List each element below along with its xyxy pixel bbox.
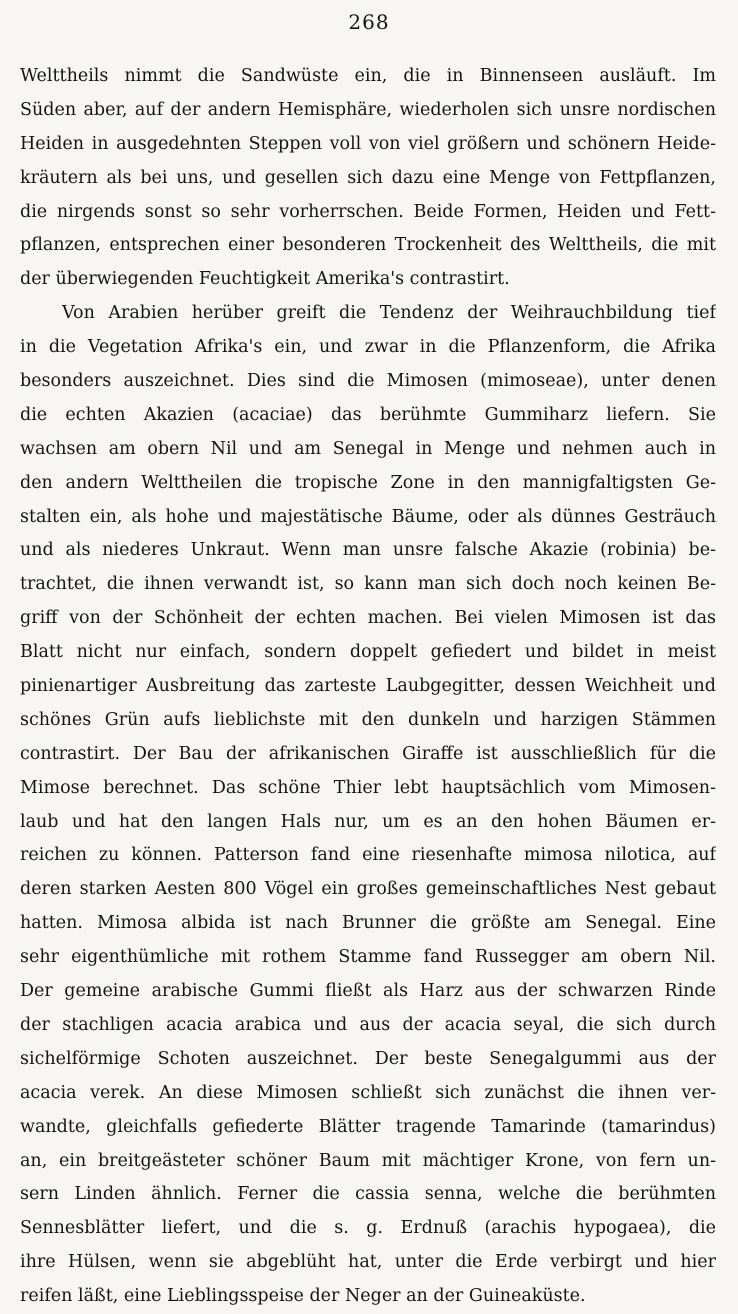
text-line: die nirgends sonst so sehr vorherrschen. Beide Formen, Heiden und Fett- bbox=[20, 201, 716, 222]
text-line: und als niederes Unkraut. Wenn man unsre falsche Akazie (robinia) be- bbox=[20, 540, 716, 561]
text-line: Sennesblätter liefert, und die s. g. Erdnuß (arachis hypogaea), die bbox=[20, 1218, 716, 1239]
text-line: besonders auszeichnet. Dies sind die Mimosen (mimoseae), unter denen bbox=[20, 371, 716, 392]
text-line: laub und hat den langen Hals nur, um es an den hohen Bäumen er- bbox=[20, 811, 716, 832]
text-line: Der gemeine arabische Gummi fließt als Harz aus der schwarzen Rinde bbox=[20, 981, 716, 1002]
text-line: contrastirt. Der Bau der afrikanischen Giraffe ist ausschließlich für die bbox=[20, 743, 716, 764]
paragraph bbox=[20, 60, 716, 297]
text-line: sern Linden ähnlich. Ferner die cassia senna, welche die berühmten bbox=[20, 1184, 716, 1205]
text-line: pinienartiger Ausbreitung das zarteste Laubgegitter, dessen Weichheit und bbox=[20, 676, 716, 697]
text-line: die echten Akazien (acaciae) das berühmte Gummiharz liefern. Sie bbox=[20, 404, 716, 425]
text-line: acacia verek. An diese Mimosen schließt sich zunächst die ihnen ver- bbox=[20, 1082, 716, 1103]
text-line: wachsen am obern Nil und am Senegal in Menge und nehmen auch in bbox=[20, 438, 716, 459]
text-line: schönes Grün aufs lieblichste mit den dunkeln und harzigen Stämmen bbox=[20, 709, 716, 730]
text-line: griff von der Schönheit der echten machen. Bei vielen Mimosen ist das bbox=[20, 608, 716, 629]
text-line: sehr eigenthümliche mit rothem Stamme fand Russegger am obern Nil. bbox=[20, 947, 716, 968]
body-text bbox=[20, 60, 716, 1314]
paragraph bbox=[20, 297, 716, 1314]
text-line: hatten. Mimosa albida ist nach Brunner die größte am Senegal. Eine bbox=[20, 913, 716, 934]
text-line: der überwiegenden Feuchtigkeit Amerika's contrastirt. bbox=[20, 269, 510, 290]
text-line: Mimose berechnet. Das schöne Thier lebt hauptsächlich vom Mimosen- bbox=[20, 777, 716, 798]
text-line: pflanzen, entsprechen einer besonderen Trockenheit des Welttheils, die mit bbox=[20, 235, 716, 256]
text-line: an, ein breitgeästeter schöner Baum mit mächtiger Krone, von fern un- bbox=[20, 1150, 716, 1171]
text-line: Süden aber, auf der andern Hemisphäre, wiederholen sich unsre nordischen bbox=[20, 99, 716, 120]
text-line: trachtet, die ihnen verwandt ist, so kann man sich doch noch keinen Be- bbox=[20, 574, 716, 595]
text-line: reichen zu können. Patterson fand eine riesenhafte mimosa nilotica, auf bbox=[20, 845, 716, 866]
text-line: wandte, gleichfalls gefiederte Blätter tragende Tamarinde (tamarindus) bbox=[20, 1116, 716, 1137]
text-line: reifen läßt, eine Lieblingsspeise der Neger an der Guineaküste. bbox=[20, 1286, 586, 1307]
text-line: sichelförmige Schoten auszeichnet. Der beste Senegalgummi aus der bbox=[20, 1048, 716, 1069]
text-line: ihre Hülsen, wenn sie abgeblüht hat, unter die Erde verbirgt und hier bbox=[20, 1252, 716, 1273]
text-line: stalten ein, als hohe und majestätische Bäume, oder als dünnes Gesträuch bbox=[20, 506, 716, 527]
page-number: 268 bbox=[348, 10, 390, 34]
text-line: Heiden in ausgedehnten Steppen voll von viel größern und schönern Heide- bbox=[20, 133, 716, 154]
text-line: kräutern als bei uns, und gesellen sich dazu eine Menge von Fettpflanzen, bbox=[20, 167, 716, 188]
text-line: den andern Welttheilen die tropische Zone in den mannigfaltigsten Ge- bbox=[20, 472, 716, 493]
text-line: Blatt nicht nur einfach, sondern doppelt gefiedert und bildet in meist bbox=[20, 642, 716, 663]
text-line: Welttheils nimmt die Sandwüste ein, die in Binnenseen ausläuft. Im bbox=[20, 66, 716, 86]
text-line: deren starken Aesten 800 Vögel ein großes gemeinschaftliches Nest gebaut bbox=[20, 879, 716, 900]
text-line: der stachligen acacia arabica und aus der acacia seyal, die sich durch bbox=[20, 1014, 716, 1035]
text-line: Von Arabien herüber greift die Tendenz der Weihrauchbildung tief bbox=[62, 303, 716, 324]
text-line: in die Vegetation Afrika's ein, und zwar in die Pflanzenform, die Afrika bbox=[20, 337, 716, 358]
